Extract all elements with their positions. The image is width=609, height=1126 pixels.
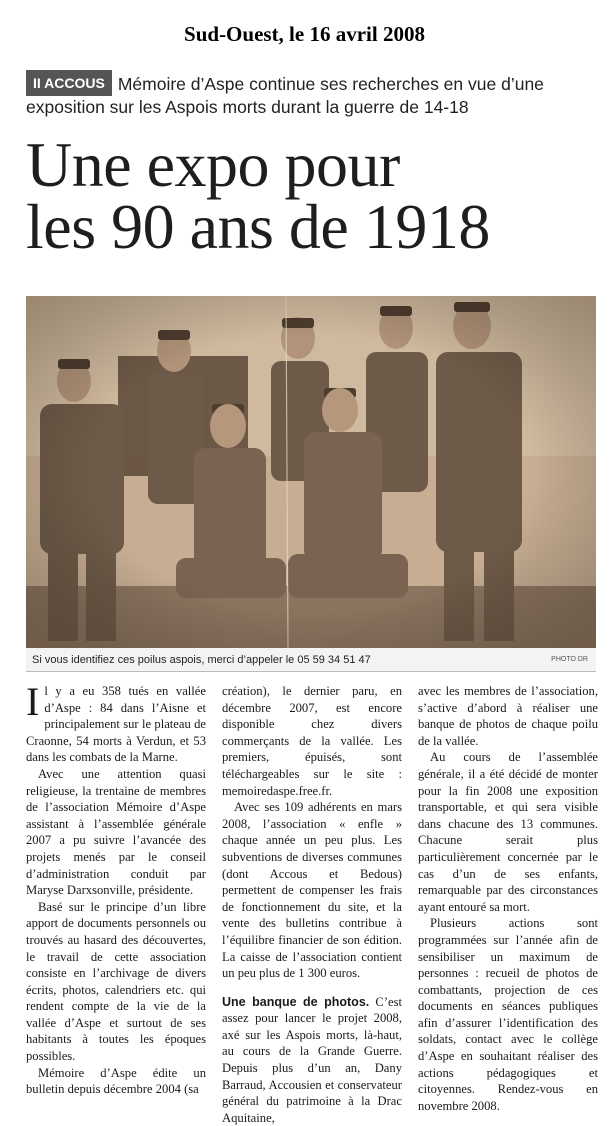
headline-line-1: Une expo pour bbox=[26, 129, 400, 200]
article-column-3 bbox=[418, 683, 598, 1113]
headline-line-2: les 90 ans de 1918 bbox=[26, 191, 490, 262]
dateline: Sud-Ouest, le 16 avril 2008 bbox=[184, 22, 425, 46]
caption-text: Si vous identifiez ces poilus aspois, merci d’appeler le 05 59 34 51 47 bbox=[32, 654, 371, 666]
paragraph: Avec une attention quasi religieuse, la trentaine de membres de l’association Mémoire d’Aspe assistant à l’assemblée générale 2007 a pu suivre l’avancée des projets menés par le conseil d’administration conduit par Maryse Darxsonville, présidente. bbox=[26, 766, 206, 898]
paragraph: Plusieurs actions sont programmées sur l’année afin de sensibiliser un maximum de personnes : recueil de photos de combattants, projection de ces documents en séances publiques afin d’assurer l’identification des soldats, contact avec le collège d’Aspe en souhaitant réaliser des actions pédagogiques et citoyennes. Rendez-vous en novembre 2008. bbox=[418, 916, 598, 1113]
photo-caption bbox=[26, 648, 596, 672]
paragraph-text: C’est assez pour lancer le projet 2008, axé sur les Aspois morts, là-haut, au cours de la Grande Guerre. Depuis plus d’un an, Dany Barraud, Accousien et conservateur général du patrimoine à la Drac Aquitaine, bbox=[222, 994, 402, 1125]
paragraph: création), le dernier paru, en décembre 2007, est encore disponible chez divers commerçants de la vallée. Les premiers, épuisés, sont téléchargeables sur le site : memoiredaspe.free.fr. bbox=[222, 684, 402, 798]
paragraph: Mémoire d’Aspe édite un bulletin depuis décembre 2004 (sa bbox=[26, 1065, 206, 1097]
paragraph bbox=[26, 679, 206, 766]
article-column-2 bbox=[222, 683, 402, 1125]
article-body bbox=[26, 679, 598, 1125]
group-photo bbox=[26, 296, 596, 648]
section-tag: II ACCOUS bbox=[26, 70, 112, 96]
soldiers-photo-image bbox=[26, 296, 596, 648]
article-column-1 bbox=[26, 679, 206, 1097]
paragraph: Avec ses 109 adhérents en mars 2008, l’association « enfle » chaque année un peu plus. Les subventions de diverses communes (dont Accous et Bedous) permettent de compenser les frais de fonctionnement du site, et la vente des bulletins contribue à l’équilibre financier de son édition. La caisse de l’association contient un peu plus de 1 300 euros. bbox=[222, 800, 402, 981]
drop-cap: I bbox=[26, 679, 40, 724]
paragraph: Au cours de l’assemblée générale, il a été décidé de monter pour la fin 2008 une exposition transportable, et qui sera visible dans chacune des 13 communes. Chacune serait plus particulièrement concernée par le cas d’un de ses enfants, remarquable par des circonstances ayant entouré sa mort. bbox=[418, 750, 598, 914]
photo-credit: PHOTO DR bbox=[551, 656, 588, 663]
paragraph bbox=[222, 994, 402, 1126]
kicker bbox=[26, 70, 596, 119]
paragraph: avec les membres de l’association, s’active d’abord à réaliser une banque de photos de chaque poilu de la vallée. bbox=[418, 684, 598, 748]
paragraph: Basé sur le principe d’un libre apport de documents personnels ou trouvés au hasard des découvertes, le travail de cette association consiste en l’archivage de divers écrits, photos, calendriers etc. qui rendent compte de la vie de la vallée d’Aspe et surtout de ses habitants à toutes les époques possibles. bbox=[26, 899, 206, 1064]
paragraph-text: l y a eu 358 tués en vallée d’Aspe : 84 dans l’Aisne et principalement sur le plateau de Craonne, 54 morts à Verdun, et 53 dans les combats de la Marne. bbox=[26, 684, 206, 765]
subheading: Une banque de photos. bbox=[222, 994, 370, 1009]
kicker-text: Mémoire d’Aspe continue ses recherches en vue d’une exposition sur les Aspois morts durant la guerre de 14-18 bbox=[26, 74, 544, 117]
headline bbox=[26, 129, 601, 262]
